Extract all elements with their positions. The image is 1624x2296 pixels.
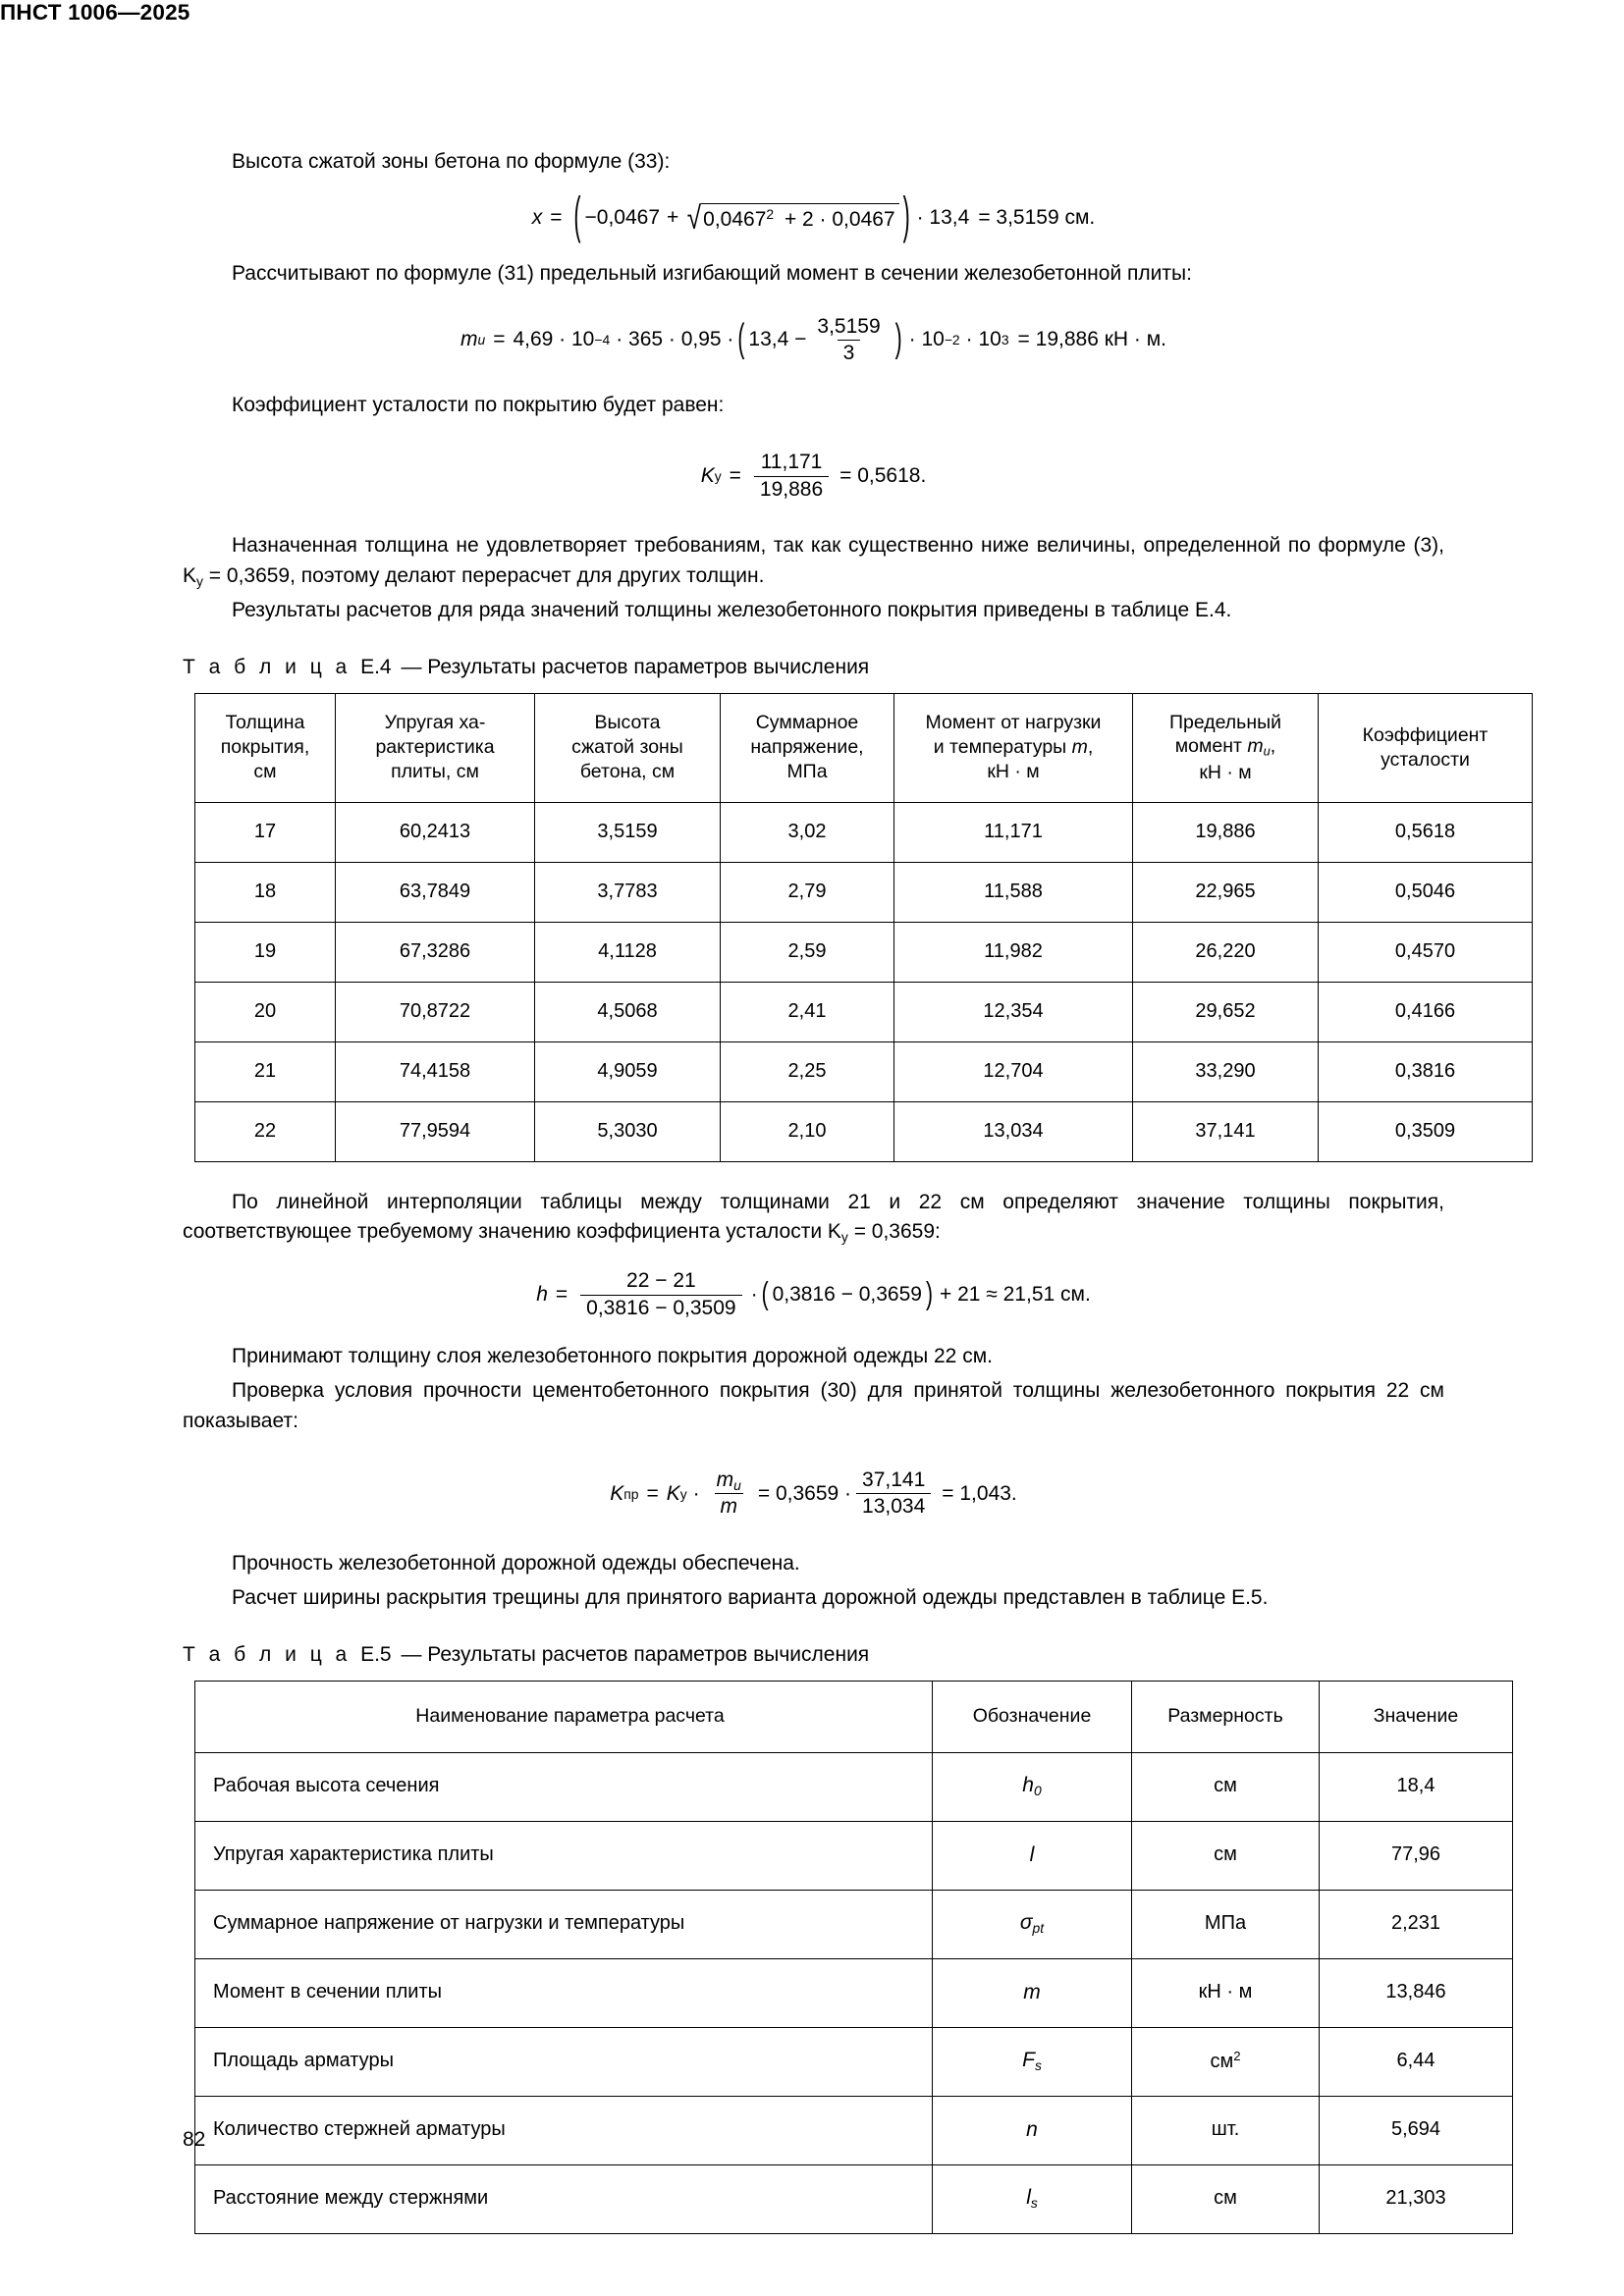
paragraph-interp-tail: = 0,3659:	[847, 1220, 941, 1244]
table-e4-cell: 19,886	[1133, 802, 1319, 862]
formula-ky	[183, 451, 1444, 502]
table-e4-cell: 29,652	[1133, 982, 1319, 1041]
table-e4-cell: 74,4158	[336, 1041, 535, 1101]
table-e5-header-row	[195, 1681, 1513, 1752]
table-e5-header-symbol: Обозначение	[933, 1681, 1132, 1752]
table-e5-cell-symbol	[933, 2027, 1132, 2096]
formula-33-neg: −0,0467	[584, 206, 660, 230]
table-e5-cell-parameter: Момент в сечении плиты	[195, 1958, 933, 2027]
formula-33-radicand-exp: 2	[766, 205, 775, 222]
table-e4-cell: 2,10	[721, 1101, 894, 1161]
unit-base: см	[1214, 1775, 1237, 1797]
symbol-base: l	[1026, 2186, 1031, 2210]
formula-31-c-exp: −2	[944, 332, 960, 348]
table-e5-cell-symbol	[933, 2096, 1132, 2164]
formula-33-multiplier: · 13,4	[916, 206, 970, 230]
table-e5-cell-parameter: Рабочая высота сечения	[195, 1752, 933, 1821]
inline-ky-symbol: K	[827, 1220, 841, 1244]
table-e5-cell-unit	[1132, 2164, 1320, 2233]
symbol-subscript: s	[1034, 2057, 1042, 2074]
symbol-base: σ	[1019, 1911, 1033, 1935]
table-e4-cell: 67,3286	[336, 922, 535, 982]
paragraph-fatigue-coefficient-intro: Коэффициент усталости по покрытию будет равен:	[232, 394, 725, 417]
table-e5-cell-symbol	[933, 1821, 1132, 1890]
table-row	[195, 862, 1533, 922]
table-e4-cell: 63,7849	[336, 862, 535, 922]
table-e5-cell-unit	[1132, 1890, 1320, 1958]
table-e4-cell: 19	[195, 922, 336, 982]
paren-close-icon: )	[925, 1276, 933, 1312]
formula-31-a-exp: −4	[594, 332, 611, 348]
table-e4-cell: 18	[195, 862, 336, 922]
table-e5-cell-value: 2,231	[1320, 1890, 1513, 1958]
paragraph-accepted-thickness: Принимают толщину слоя железобетонного покрытия дорожной одежды 22 см.	[232, 1344, 993, 1367]
table-e4-cell: 0,4570	[1319, 922, 1533, 982]
table-e5-cell-unit	[1132, 2096, 1320, 2164]
table-row	[195, 1101, 1533, 1161]
table-e4-cell: 2,25	[721, 1041, 894, 1101]
table-e4-cell: 37,141	[1133, 1101, 1319, 1161]
table-e5-cell-parameter: Упругая характеристика плиты	[195, 1821, 933, 1890]
table-e5-header-value: Значение	[1320, 1681, 1513, 1752]
table-e4-cell: 21	[195, 1041, 336, 1101]
table-e4-cell: 22,965	[1133, 862, 1319, 922]
table-e4-caption-number: Е.4	[360, 655, 392, 678]
inline-ky-subscript: у	[840, 1229, 848, 1246]
formula-31-d-exp: 3	[1001, 332, 1009, 348]
inline-ky-symbol: K	[183, 563, 197, 587]
table-row	[195, 802, 1533, 862]
unit-base: МПа	[1204, 1912, 1247, 1935]
formula-kpr-lhs: K	[610, 1481, 624, 1505]
table-e4-cell: 13,034	[894, 1101, 1133, 1161]
paren-close-icon: )	[894, 317, 902, 361]
table-e5-cell-symbol	[933, 1958, 1132, 2027]
formula-ky-lhs-sub: у	[714, 468, 722, 485]
formula-h-inner: 0,3816 − 0,3659	[772, 1283, 922, 1307]
formula-ky-fraction	[754, 451, 829, 502]
table-e4-cell: 4,5068	[535, 982, 721, 1041]
symbol-base: F	[1022, 2049, 1035, 2072]
page-content	[183, 147, 1489, 2234]
table-e5-cell-value: 21,303	[1320, 2164, 1513, 2233]
formula-ky-lhs: K	[700, 464, 715, 488]
table-e4-cell: 22	[195, 1101, 336, 1161]
table-e4-cell: 26,220	[1133, 922, 1319, 982]
paren-close-icon: )	[902, 188, 910, 245]
symbol-subscript: pt	[1032, 1920, 1045, 1937]
table-e4-header-limit-moment: Предельный момент mи, кН · м	[1133, 693, 1319, 802]
table-e4-cell: 0,3816	[1319, 1041, 1533, 1101]
formula-h-num: 22 − 21	[626, 1269, 696, 1293]
table-row	[195, 2027, 1513, 2096]
formula-31-equals: =	[493, 328, 506, 351]
formula-31-lhs: m	[460, 328, 478, 351]
table-e5-caption	[183, 1643, 1444, 1667]
formula-h-tail: + 21 ≈ 21,51 см.	[939, 1283, 1091, 1307]
formula-kpr-fraction-1	[711, 1468, 747, 1520]
table-e5-cell-unit	[1132, 1821, 1320, 1890]
table-e5-cell-value: 18,4	[1320, 1752, 1513, 1821]
formula-31-c: · 10	[908, 328, 945, 351]
formula-31	[183, 315, 1444, 366]
formula-h-lhs: h	[536, 1283, 548, 1307]
table-e4-header-load-moment: Момент от нагрузки и температуры m, кН · м	[894, 693, 1133, 802]
table-e4-cell: 2,59	[721, 922, 894, 982]
symbol-subscript: s	[1030, 2195, 1038, 2212]
table-row	[195, 1821, 1513, 1890]
formula-33	[183, 188, 1444, 245]
sqrt-icon: √ 0,0467$^2$ + 2 · 0,0467	[685, 203, 898, 234]
table-e4-header-total-stress: Суммарное напряжение, МПа	[721, 693, 894, 802]
table-e4-cell: 3,7783	[535, 862, 721, 922]
formula-h	[183, 1269, 1444, 1320]
page-number: 82	[183, 2128, 206, 2151]
table-e5-cell-unit	[1132, 1958, 1320, 2027]
table-row	[195, 2096, 1513, 2164]
table-e4	[194, 693, 1533, 1162]
table-e4-cell: 0,5046	[1319, 862, 1533, 922]
formula-33-equals: =	[550, 206, 563, 230]
paragraph-results-table-e4-ref: Результаты расчетов для ряда значений толщины железобетонного покрытия приведены в таблице Е.4.	[232, 598, 1232, 621]
formula-31-b: · 365 · 0,95 ·	[616, 328, 734, 351]
table-e5-cell-symbol	[933, 2164, 1132, 2233]
table-e4-header-fatigue-coefficient: Коэффициент усталости	[1319, 693, 1533, 802]
table-e5-body	[195, 1752, 1513, 2233]
table-e4-body	[195, 802, 1533, 1161]
formula-33-plus: +	[667, 206, 679, 230]
formula-31-fraction	[811, 315, 886, 366]
table-e5-header-unit: Размерность	[1132, 1681, 1320, 1752]
formula-kpr-equals-2: = 0,3659 ·	[757, 1481, 852, 1505]
formula-kpr	[183, 1468, 1444, 1520]
formula-kpr-equals-1: =	[646, 1481, 659, 1505]
table-e4-cell: 70,8722	[336, 982, 535, 1041]
table-row	[195, 1041, 1533, 1101]
unit-base: см	[1214, 1843, 1237, 1866]
table-e4-header-elastic: Упругая ха- рактеристика плиты, см	[336, 693, 535, 802]
table-e4-cell: 2,79	[721, 862, 894, 922]
table-e4-cell: 11,588	[894, 862, 1133, 922]
table-e4-cell: 0,3509	[1319, 1101, 1533, 1161]
formula-31-result: = 19,886 кН · м.	[1017, 328, 1166, 351]
formula-ky-result: = 0,5618.	[839, 464, 927, 488]
table-e4-cell: 3,02	[721, 802, 894, 862]
table-e4-cell: 3,5159	[535, 802, 721, 862]
paren-open-icon: (	[737, 317, 745, 361]
paragraph-strength-check: Проверка условия прочности цементобетонного покрытия (30) для принятой толщины железобетонного покрытия 22 см показывает:	[183, 1378, 1444, 1432]
table-e4-cell: 17	[195, 802, 336, 862]
table-e4-caption	[183, 656, 1444, 679]
table-row	[195, 1752, 1513, 1821]
table-row	[195, 922, 1533, 982]
paragraph-thickness-not-satisfied	[183, 531, 1444, 592]
unit-base: см	[1214, 2187, 1237, 2210]
table-e4-cell: 33,290	[1133, 1041, 1319, 1101]
table-e5-cell-unit	[1132, 2027, 1320, 2096]
table-e4-cell: 11,982	[894, 922, 1133, 982]
formula-kpr-ky-sub: у	[679, 1485, 687, 1502]
formula-kpr-ky: K	[666, 1481, 680, 1505]
formula-kpr-den-2: 13,034	[856, 1493, 931, 1519]
paragraph-limit-moment-intro: Рассчитывают по формуле (31) предельный изгибающий момент в сечении железобетонной плиты:	[232, 261, 1192, 285]
formula-kpr-result: = 1,043.	[942, 1481, 1017, 1505]
formula-31-frac-num: 3,5159	[817, 314, 881, 338]
table-row	[195, 2164, 1513, 2233]
paragraph-strength-ensured: Прочность железобетонной дорожной одежды обеспечена.	[232, 1551, 800, 1575]
inline-ky-subscript: у	[196, 572, 203, 589]
symbol-base: m	[1023, 1980, 1041, 2003]
table-e4-cell: 0,4166	[1319, 982, 1533, 1041]
table-e5-caption-label: Т а б л и ц а	[183, 1642, 352, 1666]
formula-ky-num: 11,171	[760, 451, 823, 474]
formula-kpr-fraction-2	[856, 1468, 931, 1520]
unit-base: кН · м	[1198, 1981, 1253, 2003]
table-e5-cell-parameter: Площадь арматуры	[195, 2027, 933, 2096]
unit-base: шт.	[1211, 2118, 1240, 2141]
formula-ky-den: 19,886	[754, 476, 829, 502]
table-e5-header-parameter: Наименование параметра расчета	[195, 1681, 933, 1752]
unit-superscript: 2	[1233, 2048, 1241, 2063]
table-e4-cell: 5,3030	[535, 1101, 721, 1161]
symbol-base: l	[1029, 1842, 1035, 1866]
table-e4-cell: 12,354	[894, 982, 1133, 1041]
table-e4-cell: 4,1128	[535, 922, 721, 982]
paren-open-icon: (	[573, 188, 581, 245]
table-e4-header-row	[195, 693, 1533, 802]
formula-31-lhs-sub: и	[477, 332, 486, 348]
table-row	[195, 1958, 1513, 2027]
table-e5-cell-parameter: Расстояние между стержнями	[195, 2164, 933, 2233]
paragraph-thickness-text-tail: = 0,3659, поэтому делают перерасчет для других толщин.	[202, 563, 765, 587]
table-e4-cell: 20	[195, 982, 336, 1041]
formula-kpr-lhs-sub: пр	[623, 1485, 639, 1502]
formula-kpr-num-2: 37,141	[862, 1468, 926, 1491]
symbol-subscript: 0	[1033, 1783, 1042, 1799]
table-e5-caption-text: — Результаты расчетов параметров вычисления	[401, 1642, 870, 1666]
formula-ky-equals: =	[729, 464, 741, 488]
table-row	[195, 1890, 1513, 1958]
paragraph-linear-interpolation	[183, 1188, 1444, 1249]
formula-33-result: = 3,5159 см.	[978, 206, 1096, 230]
paragraph-interp-lead: По линейной интерполяции таблицы между толщинами 21 и 22 см определяют значение толщины покрытия, соответствующее требуемому значению коэффициента усталости	[183, 1190, 1444, 1244]
table-e4-cell: 2,41	[721, 982, 894, 1041]
table-e4-cell: 4,9059	[535, 1041, 721, 1101]
table-e4-caption-label: Т а б л и ц а	[183, 655, 352, 678]
paren-open-icon: (	[761, 1276, 769, 1312]
formula-kpr-den-1: m	[715, 1493, 744, 1519]
table-e4-cell: 12,704	[894, 1041, 1133, 1101]
paragraph-crack-width-table-e5-ref: Расчет ширины раскрытия трещины для принятого варианта дорожной одежды представлен в таблице Е.5.	[232, 1585, 1269, 1609]
table-e4-cell: 0,5618	[1319, 802, 1533, 862]
formula-31-inner-left: 13,4 −	[748, 328, 807, 351]
formula-h-den: 0,3816 − 0,3509	[580, 1295, 741, 1320]
formula-31-d: · 10	[965, 328, 1001, 351]
table-e5-cell-value: 77,96	[1320, 1821, 1513, 1890]
unit-base: см	[1210, 2050, 1234, 2072]
formula-31-frac-den: 3	[838, 340, 861, 365]
table-e4-caption-text: — Результаты расчетов параметров вычисления	[401, 655, 870, 678]
formula-kpr-dot: ·	[692, 1481, 700, 1505]
table-e4-cell: 11,171	[894, 802, 1133, 862]
table-e5-cell-value: 13,846	[1320, 1958, 1513, 2027]
table-e4-header-compressed-zone: Высота сжатой зоны бетона, см	[535, 693, 721, 802]
formula-33-radicand-base: 0,0467	[703, 208, 767, 232]
table-row	[195, 982, 1533, 1041]
symbol-base: n	[1026, 2117, 1038, 2141]
table-e5-cell-symbol	[933, 1890, 1132, 1958]
formula-h-fraction	[580, 1269, 741, 1320]
formula-33-radicand-tail: + 2 · 0,0467	[784, 208, 895, 232]
table-e5-caption-number: Е.5	[360, 1642, 392, 1666]
table-e4-header-thickness: Толщина покрытия, см	[195, 693, 336, 802]
formula-kpr-num-1: mи	[716, 1468, 741, 1493]
table-e5-cell-parameter: Количество стержней арматуры	[195, 2096, 933, 2164]
table-e5-cell-parameter: Суммарное напряжение от нагрузки и температуры	[195, 1890, 933, 1958]
paragraph-compressed-zone-intro: Высота сжатой зоны бетона по формуле (33):	[232, 150, 671, 173]
table-e5	[194, 1681, 1513, 2234]
formula-h-equals: =	[555, 1283, 568, 1307]
formula-33-lhs: x	[531, 206, 543, 230]
paragraph-thickness-text-lead: Назначенная толщина не удовлетворяет требованиям, так как существенно ниже величины, определенной по формуле (3),	[232, 533, 1444, 557]
symbol-base: h	[1022, 1774, 1034, 1797]
formula-31-a: 4,69 · 10	[513, 328, 595, 351]
table-e5-cell-value: 6,44	[1320, 2027, 1513, 2096]
table-e4-cell: 60,2413	[336, 802, 535, 862]
table-e5-cell-symbol	[933, 1752, 1132, 1821]
document-header: ПНСТ 1006—2025	[0, 0, 190, 25]
table-e5-cell-value: 5,694	[1320, 2096, 1513, 2164]
formula-h-dot: ·	[750, 1283, 758, 1307]
table-e5-cell-unit	[1132, 1752, 1320, 1821]
table-e4-cell: 77,9594	[336, 1101, 535, 1161]
